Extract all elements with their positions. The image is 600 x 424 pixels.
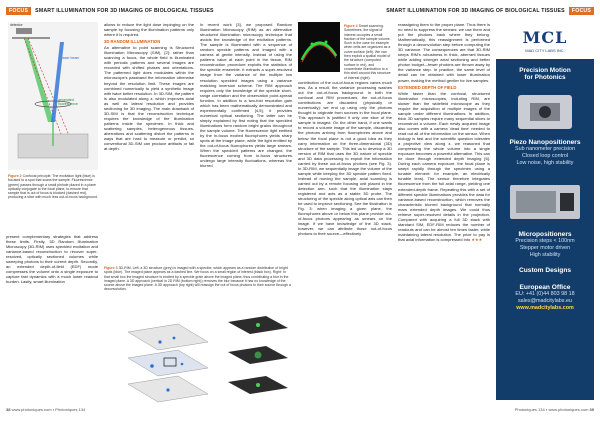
subheading: EXTENDED DEPTH OF FIELD	[398, 84, 457, 90]
footer-issue: Photoniques 134	[55, 407, 86, 412]
ad-logo-box	[496, 22, 594, 59]
figure-4-smart-scanning-image	[298, 22, 340, 72]
ad-line: Closed loop control	[521, 153, 569, 159]
ad-line: Stepper motor driven	[519, 245, 571, 251]
ad-product-image-2	[496, 171, 594, 231]
ad-logo: MCL	[522, 28, 568, 47]
paragraph: present complementary strategies that address these limits. Firstly, 3D Random Illumination Microscopy (3D-RIM) uses speckled excitation and variance-based reconstruction to recover super-resolved, optically sectioned volumes while sweeping photons to their correct depth. Secondly, an extended depth-of-field (EDF) mode compresses the volume onto a single exposure to capture fast dynamics with a much lower readout burden. Lastly, smart illumination	[6, 234, 98, 285]
figure-2-caption-text: Confocal principle. The excitation light (blue) is focused to a spot that scans the sample. Fluorescence (green) passes through a small pinhole placed in a plane optically conjugate to the focal plane, to ensure that sample that is out of focus is blocked (dashed red), producing a slice with much less out-of-focus background.	[8, 174, 98, 200]
figure-3-caption-title: Figure 3	[104, 266, 118, 270]
paragraph: reassigning them to the proper plane. Thus there is no need to suppress the smears: we use them and put the photons back where they belong. Mathematically, this reassignment is performed through a deconvolution step before computing the 3D variance. The consequences are that 3D-RIM keeps RIM's robustness in thick, aberrant tissues while adding stronger axial sectioning and better photon budget—fewer photons are thrown away by the variance step. In practice, the same level of detail can be obtained with lower illumination power, making the method gentler for live samples.	[398, 22, 490, 83]
ad-phone: EU: +41 (0)44 803 98 18	[515, 291, 575, 297]
continuation-mark: ★★★	[471, 236, 483, 242]
column-2-text	[104, 22, 194, 262]
ad-section-title: Custom Designs	[518, 267, 572, 274]
ad-product-image-1	[496, 85, 594, 139]
figure-2-caption-title: Figure 2	[8, 174, 22, 178]
figure-3-caption-text: 3D-RIM. Left: a 3D structure (grey) is imaged with a speckle, which appears as a random distribution of bright spots (blue). The imaged plane appears as a dashed line. We focus on a small region of interest (black box). Right: In that small box the imaged structure is excited by a speckle grain above the imaged plane, thus contributing a blur in the imaged plane. A 3D approach (vertical in 2D RIM (bottom right)) removes the blur because it has no knowledge of the source above the imaged plane. A 3D approach (top right) will reassign the out of focus photons to their source through a deconvolution.	[104, 266, 291, 292]
ad-section-piezo	[496, 139, 594, 167]
ad-line: Low noise, high stability	[516, 160, 574, 166]
ad-line: High stability	[529, 252, 561, 258]
running-header-left	[6, 6, 214, 15]
page-number: 38	[6, 407, 11, 412]
footer-issue: Photoniques 134	[514, 407, 545, 412]
figure-2-label-detector: detector	[10, 23, 23, 27]
figure-2-confocal-diagram	[8, 22, 98, 170]
section-tag: FOCUS	[6, 7, 31, 15]
ad-section-title: Piezo Nanopositioners	[509, 139, 581, 146]
subheading: 3D RANDOM ILLUMINATION	[104, 39, 161, 45]
ad-section-micro	[496, 231, 594, 259]
figure-2-label-fluorescence: generated fluorescence	[58, 98, 78, 107]
figure-3-right-planes	[228, 316, 288, 394]
column-5-text	[398, 22, 490, 402]
ad-url[interactable]: www.madcitylabs.com	[516, 305, 574, 311]
paragraph: contribution of the out-of-focus regions varies much less. As a result, the variance processing washes out the out-of-focus background. In both the confocal and RIM procedures, the out-of-focus contributions are discarded (physically or numerically): we end up using only the photons thought to originate from sources in the focal plane. This approach is justified if only one slice of the sample is imaged. On the other hand, if one wants to record a volume image of the sample, discarding the photons arriving from fluorophores above and below the focal plane is not a good idea as they carry information on the three-dimensional (3D) structure of the sample. This led us to develop a 3D version of RIM that uses the 3D nature of speckle and 3D data processing to exploit the information carried by these out-of-focus photons (see Fig. 3). In 3D-RIM, we sequentially image the volume of the sample while keeping the 3D speckle pattern fixed. Instead of moving the sample, axial scanning is carried out by a remote focusing unit placed in the detection arm, such that the illumination stays registered and acts as a stable 3D probe. The structuring of the speckle along optical axis can then be used to improve sectioning. See the illustration in Fig. 3: when imaging a given plane, the fluorophores above or below this plane provide out-of-focus photons appearing as smears on the image. If we have knowledge of the 3D stack, however, we can attribute those out-of-focus photons to their source—effectively	[298, 80, 392, 237]
figure-4-caption-text: Smart scanning. Sometimes, the signal of interest occupies a small fraction of the sample volume. Such is the case for example when cells are organized as a curve surface (left). We can then exploit a spatial model of the structure (computed surface in red), and concentrate illumination to a thin shell around this structure of interest (right).	[344, 24, 391, 80]
figure-3-left-volume	[128, 324, 208, 402]
ad-logo-subtitle: MAD CITY LABS INC.	[525, 48, 565, 53]
footer-right: Photoniques 134 ▪ www.photoniques.com 39	[514, 407, 594, 412]
figure-4-caption	[344, 24, 392, 80]
figure-3-caption	[104, 266, 292, 292]
ad-tagline	[496, 67, 594, 81]
figure-2-caption	[8, 174, 98, 200]
footer-site: www.photoniques.com	[548, 407, 589, 412]
paragraph: An alternative to point scanning is Structured Illumination Microscopy (SIM), [2]: rather than scanning a focus, the whole field is illuminated with periodic patterns and several images are recorded with shifted phases and orientations. The patterned light does modulates within the microscope's passband the information otherwise beyond the resolution limit. These images are combined numerically to yield a synthetic image with twice better resolution. In 3D-SIM, the pattern is also modulated along z, which improves axial as well as lateral resolution and provides sectioning for 3D imaging. The main drawback of 3D-SIM is that the reconstruction technique requires the knowledge of the illumination patterns inside the specimen. In thick and scattering samples, heterogeneous tissues, aberrations and scattering distort the patterns in ways that are hard to measure or predict, so conventional 3D-SIM can produce artifacts or fail at depth.	[104, 45, 194, 152]
header-title: SMART ILLUMINATION FOR 3D IMAGING OF BIOLOGICAL TISSUES	[35, 7, 214, 14]
running-header-right	[386, 6, 594, 15]
section-tag: FOCUS	[569, 7, 594, 15]
paragraph: allows to reduce the light dose impinging on the sample by focusing the illumination patterns only where it is required.	[104, 22, 194, 38]
paragraph: In recent work [3], we proposed Random Illumination Microscopy (RIM) as an alternative structured illumination microscopy technique that avoids the knowledge of the excitation patterns. The sample is illuminated with a sequence of random speckle patterns and imaged with a camera at gentle intensity. Instead of using the patterns value at each point in the tissue, RIM reconstruction procedure exploits the statistics of the speckle ensemble. It extracts a super-resolved image from the variance of the multiple low resolution speckled images using a variance matching inversion scheme. The RIM approach requires only the knowledge of the speckle short-range correlation and the observation point-spread function. In addition to a two-fold resolution gain which has been mathematically demonstrated and experimentally confirmed [4,5], it provides numerical optical sectioning. The latter can be simply explained by first noting that the speckled illuminations form random bright grains throughout the sample volume. The fluorescence light emitted by the in-focus excited fluorophores yields sharp spots at the image plane, while the light emitted by the out-of-focus fluorophores yields large smears. When the speckled patterns are changed, the fluorescence coming from in-focus structures undergo large intensity fluctuations, whereas the blurred	[200, 22, 292, 169]
ad-section-title: European Office	[519, 284, 571, 291]
column-1-text	[6, 234, 98, 402]
ad-line: Precision steps < 100nm	[515, 238, 575, 244]
paragraph	[398, 91, 490, 242]
advertisement-mad-city-labs[interactable]	[496, 22, 594, 400]
ad-section-custom	[496, 267, 594, 274]
ad-tagline-2: for Photonics	[524, 74, 566, 81]
ad-section-contact	[496, 284, 594, 312]
ad-tagline-1: Precision Motion	[519, 67, 571, 74]
header-title: SMART ILLUMINATION FOR 3D IMAGING OF BIOLOGICAL TISSUES	[386, 7, 565, 14]
page-number: 39	[589, 407, 594, 412]
footer-left: 38 www.photoniques.com ▪ Photoniques 134	[6, 407, 86, 412]
ad-section-title: Micropositioners	[518, 231, 572, 238]
figure-3-rim-diagram	[108, 312, 292, 402]
paragraph-text: While faster than the confocal, structured illumination microscopies, including RIM, are slower than the widefield microscope as they require the acquisition of multiple images of the sample under different illuminations. In addition, thick 3D samples require many sequential slices to reconstruct a volume. Each newly acquired image also comes with a camera 'dead time' needed to read out all of the information on the sensor. When biology is fast and the scientific question tolerates a projective view along z, we reasoned that compressing the whole volume into a single exposure becomes a powerful alternative. This can be done through extended depth imaging [6]. During each camera exposure, the focal plane is swept rapidly through the specimen using a tunable element: for example, an electrically tunable lens). The sensor therefore integrates fluorescence from the full axial range, yielding one extended-depth frame. Repeating this with a set of different speckle illuminations provides the data for variance-based reconstruction, which removes the characteristic blurred background that normally mars extended depth images. We could thus retrieve super-resolved details in the projection. Compared with acquiring a full 3D stack with standard SIM, EDF-RIM reduces the number of readouts and can be almost ten times faster, while maintaining lateral resolution. The price to pay is that axial information is compressed into	[398, 90, 490, 242]
ad-line: Sub nanometer precision	[515, 146, 575, 152]
footer-site: www.photoniques.com	[11, 407, 52, 412]
ad-email[interactable]: sales@madcitylabs.eu	[517, 298, 572, 304]
column-3-text	[200, 22, 292, 262]
column-4-text	[298, 80, 392, 402]
figure-2-label-laser: laser beam	[62, 56, 80, 60]
figure-4-caption-title: Figure 4	[344, 24, 358, 28]
